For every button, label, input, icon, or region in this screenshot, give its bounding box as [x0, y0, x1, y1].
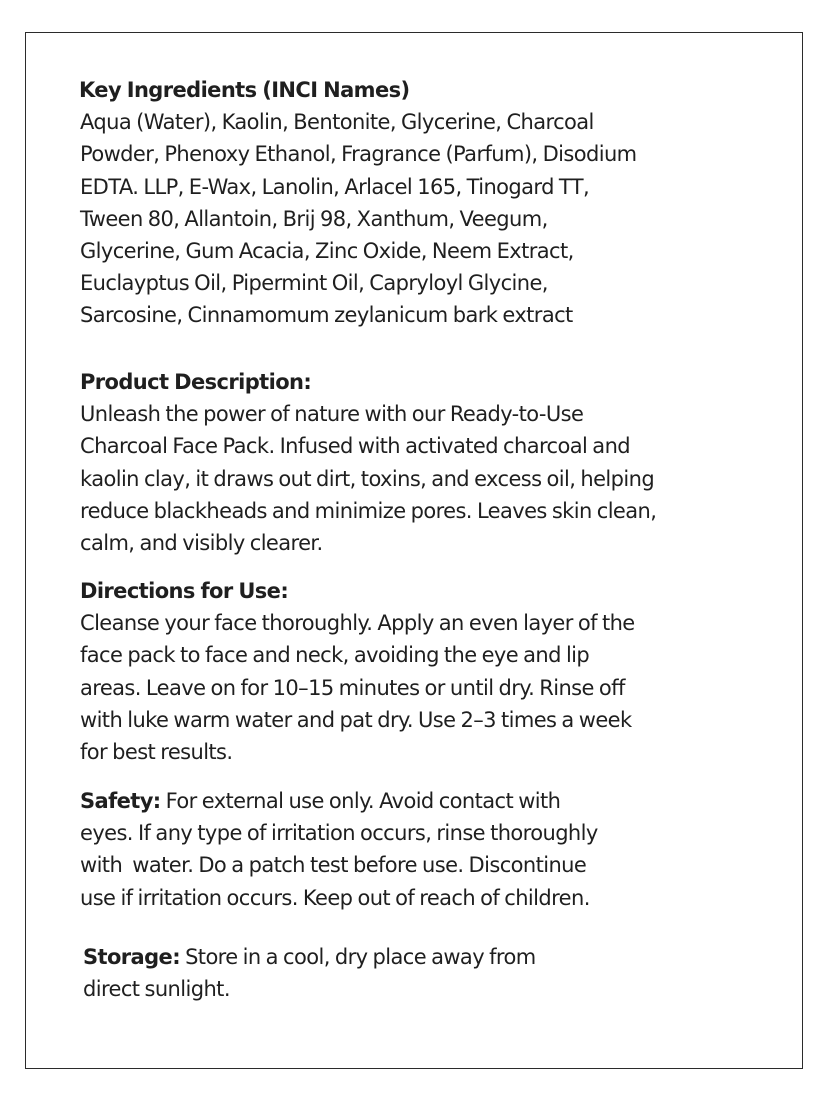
ingredients-line: Powder, Phenoxy Ethanol, Fragrance (Parfum), Disodium	[80, 142, 637, 167]
storage-first-line	[83, 941, 536, 973]
ingredients-line: Glycerine, Gum Acacia, Zinc Oxide, Neem Extract,	[80, 239, 574, 264]
description-line: Charcoal Face Pack. Infused with activated charcoal and	[80, 434, 631, 459]
description-line: reduce blackheads and minimize pores. Leaves skin clean,	[80, 498, 657, 523]
ingredients-line: EDTA. LLP, E-Wax, Lanolin, Arlacel 165, Tinogard TT,	[80, 174, 590, 199]
directions-heading: Directions for Use:	[80, 579, 289, 603]
safety-first-line-text: For external use only. Avoid contact with	[160, 789, 561, 813]
directions-line: areas. Leave on for 10–15 minutes or until dry. Rinse off	[80, 675, 625, 700]
safety-line: with water. Do a patch test before use. Discontinue	[80, 853, 587, 878]
ingredients-line: Sarcosine, Cinnamomum zeylanicum bark extract	[80, 303, 573, 328]
directions-line: face pack to face and neck, avoiding the eye and lip	[80, 643, 590, 668]
ingredients-line: Tween 80, Allantoin, Brij 98, Xanthum, Veegum,	[80, 206, 548, 231]
directions-line: with luke warm water and pat dry. Use 2–3 times a week	[80, 707, 632, 732]
description-line: kaolin clay, it draws out dirt, toxins, and excess oil, helping	[80, 466, 655, 491]
ingredients-line: Aqua (Water), Kaolin, Bentonite, Glycerine, Charcoal	[80, 110, 594, 135]
storage-section	[83, 941, 536, 1005]
safety-first-line	[80, 785, 598, 817]
storage-line: direct sunlight.	[83, 977, 230, 1002]
safety-line: use if irritation occurs. Keep out of reach of children.	[80, 885, 590, 910]
storage-heading: Storage:	[83, 945, 180, 969]
ingredients-heading: Key Ingredients (INCI Names)	[79, 78, 410, 102]
directions-line: for best results.	[80, 740, 233, 765]
ingredients-section	[78, 74, 637, 332]
description-line: Unleash the power of nature with our Ready-to-Use	[80, 402, 584, 427]
description-line: calm, and visibly clearer.	[80, 531, 323, 556]
directions-section	[80, 575, 635, 768]
safety-section	[80, 785, 598, 914]
description-heading: Product Description:	[80, 370, 312, 394]
safety-heading: Safety:	[80, 789, 161, 813]
safety-line: eyes. If any type of irritation occurs, rinse thoroughly	[80, 821, 598, 846]
ingredients-line: Euclayptus Oil, Pipermint Oil, Capryloyl Glycine,	[80, 271, 548, 296]
description-section	[80, 366, 656, 559]
storage-first-line-text: Store in a cool, dry place away from	[180, 945, 536, 969]
directions-line: Cleanse your face thoroughly. Apply an even layer of the	[80, 611, 635, 636]
